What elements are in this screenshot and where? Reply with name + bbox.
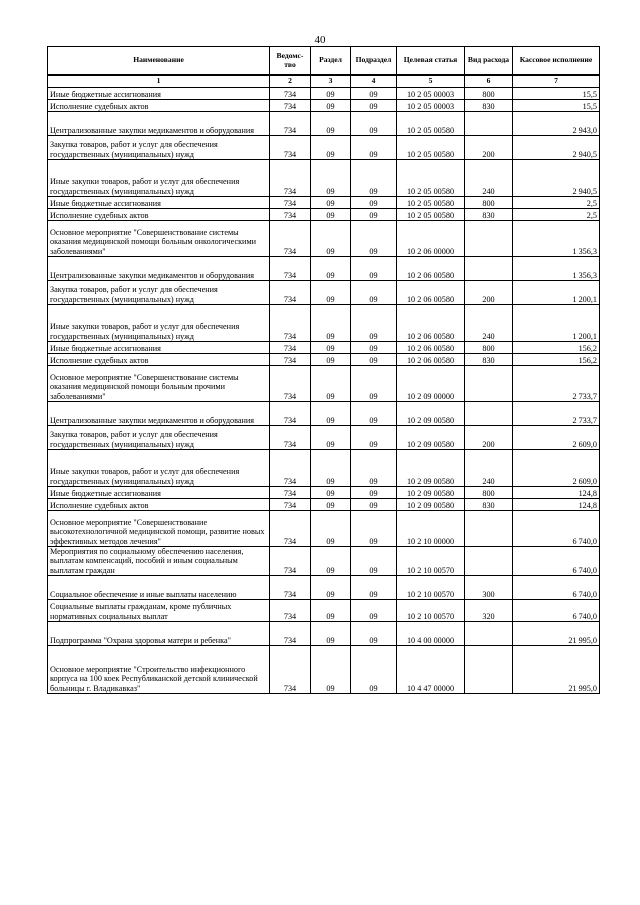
row-type-cell	[465, 402, 513, 426]
row-subsection-cell: 09	[351, 342, 397, 354]
row-dept-cell: 734	[270, 100, 311, 112]
row-target-cell: 10 2 09 00580	[397, 487, 465, 499]
row-amount-cell: 2,5	[513, 209, 600, 221]
row-name-cell: Закупка товаров, работ и услуг для обеспечения государственных (муниципальных) нужд	[48, 426, 270, 450]
row-dept-cell: 734	[270, 112, 311, 136]
row-subsection-cell: 09	[351, 209, 397, 221]
row-section-cell: 09	[311, 402, 351, 426]
row-subsection-cell: 09	[351, 646, 397, 694]
column-number-row	[48, 75, 600, 88]
row-section-cell: 09	[311, 622, 351, 646]
row-dept-cell: 734	[270, 88, 311, 100]
row-amount-cell: 6 740,0	[513, 511, 600, 547]
table-row	[48, 209, 600, 221]
table-row	[48, 197, 600, 209]
row-section-cell: 09	[311, 366, 351, 402]
table-row	[48, 487, 600, 499]
row-dept-cell: 734	[270, 160, 311, 197]
row-section-cell: 09	[311, 209, 351, 221]
row-section-cell: 09	[311, 136, 351, 160]
table-row	[48, 281, 600, 305]
row-target-cell: 10 2 05 00580	[397, 197, 465, 209]
row-subsection-cell: 09	[351, 450, 397, 487]
row-target-cell: 10 2 09 00580	[397, 426, 465, 450]
row-name-cell: Иные бюджетные ассигнования	[48, 342, 270, 354]
row-target-cell: 10 2 10 00570	[397, 547, 465, 576]
row-target-cell: 10 2 09 00000	[397, 366, 465, 402]
row-dept-cell: 734	[270, 547, 311, 576]
row-name-cell: Исполнение судебных актов	[48, 499, 270, 511]
row-type-cell: 200	[465, 426, 513, 450]
row-name-cell: Закупка товаров, работ и услуг для обеспечения государственных (муниципальных) нужд	[48, 136, 270, 160]
row-name-cell: Централизованные закупки медикаментов и оборудования	[48, 257, 270, 281]
table-row	[48, 112, 600, 136]
budget-execution-table	[47, 46, 600, 694]
row-amount-cell: 1 356,3	[513, 257, 600, 281]
row-section-cell: 09	[311, 197, 351, 209]
row-amount-cell: 1 200,1	[513, 305, 600, 342]
row-subsection-cell: 09	[351, 160, 397, 197]
row-target-cell: 10 2 05 00580	[397, 209, 465, 221]
column-header: Раздел	[311, 47, 351, 76]
row-section-cell: 09	[311, 600, 351, 622]
row-target-cell: 10 2 09 00580	[397, 499, 465, 511]
row-name-cell: Иные бюджетные ассигнования	[48, 197, 270, 209]
row-section-cell: 09	[311, 511, 351, 547]
row-dept-cell: 734	[270, 487, 311, 499]
row-type-cell	[465, 547, 513, 576]
row-name-cell: Мероприятия по социальному обеспечению населения, выплатам компенсаций, пособий и иным социальным выплатам граждан	[48, 547, 270, 576]
row-dept-cell: 734	[270, 622, 311, 646]
row-dept-cell: 734	[270, 600, 311, 622]
column-header: Подраздел	[351, 47, 397, 76]
row-target-cell: 10 2 10 00570	[397, 600, 465, 622]
table-row	[48, 160, 600, 197]
row-subsection-cell: 09	[351, 257, 397, 281]
row-type-cell	[465, 646, 513, 694]
row-name-cell: Иные бюджетные ассигнования	[48, 88, 270, 100]
row-target-cell: 10 2 10 00000	[397, 511, 465, 547]
row-type-cell: 830	[465, 354, 513, 366]
row-subsection-cell: 09	[351, 354, 397, 366]
row-dept-cell: 734	[270, 281, 311, 305]
row-name-cell: Основное мероприятие "Совершенствование высокотехнологичной медицинской помощи, развитие новых эффективных методов лечения"	[48, 511, 270, 547]
row-dept-cell: 734	[270, 136, 311, 160]
row-name-cell: Основное мероприятие "Совершенствование системы оказания медицинской помощи больным прочими заболеваниями"	[48, 366, 270, 402]
row-section-cell: 09	[311, 487, 351, 499]
row-type-cell: 300	[465, 576, 513, 600]
row-amount-cell: 2 940,5	[513, 160, 600, 197]
row-type-cell: 800	[465, 487, 513, 499]
column-header: Целевая статья	[397, 47, 465, 76]
row-name-cell: Централизованные закупки медикаментов и оборудования	[48, 402, 270, 426]
row-dept-cell: 734	[270, 354, 311, 366]
table-row	[48, 88, 600, 100]
row-target-cell: 10 2 05 00580	[397, 160, 465, 197]
row-name-cell: Основное мероприятие "Совершенствование системы оказания медицинской помощи больным онкологическими заболеваниями"	[48, 221, 270, 257]
row-subsection-cell: 09	[351, 499, 397, 511]
row-name-cell: Иные закупки товаров, работ и услуг для обеспечения государственных (муниципальных) нужд	[48, 305, 270, 342]
row-amount-cell: 2 609,0	[513, 450, 600, 487]
table-header-row	[48, 47, 600, 76]
row-name-cell: Централизованные закупки медикаментов и оборудования	[48, 112, 270, 136]
row-section-cell: 09	[311, 354, 351, 366]
row-section-cell: 09	[311, 450, 351, 487]
table-row	[48, 221, 600, 257]
row-name-cell: Социальное обеспечение и иные выплаты населению	[48, 576, 270, 600]
column-number: 3	[311, 75, 351, 88]
column-header: Ведомс-тво	[270, 47, 311, 76]
row-target-cell: 10 2 06 00580	[397, 257, 465, 281]
column-number: 1	[48, 75, 270, 88]
row-type-cell: 800	[465, 342, 513, 354]
row-amount-cell: 2 940,5	[513, 136, 600, 160]
row-amount-cell: 2 733,7	[513, 402, 600, 426]
column-number: 6	[465, 75, 513, 88]
row-name-cell: Исполнение судебных актов	[48, 354, 270, 366]
row-amount-cell: 2,5	[513, 197, 600, 209]
row-amount-cell: 2 733,7	[513, 366, 600, 402]
row-name-cell: Подпрограмма "Охрана здоровья матери и ребенка"	[48, 622, 270, 646]
row-section-cell: 09	[311, 221, 351, 257]
row-target-cell: 10 4 47 00000	[397, 646, 465, 694]
row-section-cell: 09	[311, 257, 351, 281]
row-type-cell: 830	[465, 209, 513, 221]
row-type-cell: 830	[465, 100, 513, 112]
page-number: 40	[314, 34, 326, 46]
row-subsection-cell: 09	[351, 136, 397, 160]
table-row	[48, 136, 600, 160]
row-target-cell: 10 4 00 00000	[397, 622, 465, 646]
row-dept-cell: 734	[270, 499, 311, 511]
table-row	[48, 257, 600, 281]
row-target-cell: 10 2 09 00580	[397, 450, 465, 487]
row-section-cell: 09	[311, 112, 351, 136]
table-row	[48, 646, 600, 694]
row-subsection-cell: 09	[351, 487, 397, 499]
row-subsection-cell: 09	[351, 426, 397, 450]
row-name-cell: Закупка товаров, работ и услуг для обеспечения государственных (муниципальных) нужд	[48, 281, 270, 305]
row-dept-cell: 734	[270, 342, 311, 354]
table-row	[48, 450, 600, 487]
row-name-cell: Иные бюджетные ассигнования	[48, 487, 270, 499]
row-section-cell: 09	[311, 576, 351, 600]
table-row	[48, 100, 600, 112]
row-section-cell: 09	[311, 100, 351, 112]
row-type-cell: 320	[465, 600, 513, 622]
row-subsection-cell: 09	[351, 576, 397, 600]
row-target-cell: 10 2 06 00580	[397, 281, 465, 305]
row-subsection-cell: 09	[351, 622, 397, 646]
row-amount-cell: 15,5	[513, 88, 600, 100]
row-section-cell: 09	[311, 646, 351, 694]
row-dept-cell: 734	[270, 450, 311, 487]
table-row	[48, 547, 600, 576]
row-dept-cell: 734	[270, 209, 311, 221]
row-name-cell: Основное мероприятие "Строительство инфекционного корпуса на 100 коек Республиканской детской клинической больницы г. Владикавказ"	[48, 646, 270, 694]
row-dept-cell: 734	[270, 305, 311, 342]
table-row	[48, 600, 600, 622]
row-amount-cell: 156,2	[513, 342, 600, 354]
row-type-cell: 830	[465, 499, 513, 511]
row-dept-cell: 734	[270, 426, 311, 450]
table-row	[48, 499, 600, 511]
row-name-cell: Исполнение судебных актов	[48, 209, 270, 221]
row-name-cell: Исполнение судебных актов	[48, 100, 270, 112]
row-subsection-cell: 09	[351, 366, 397, 402]
row-subsection-cell: 09	[351, 600, 397, 622]
table-row	[48, 305, 600, 342]
row-amount-cell: 2 943,0	[513, 112, 600, 136]
table-row	[48, 366, 600, 402]
row-type-cell: 200	[465, 281, 513, 305]
row-type-cell	[465, 366, 513, 402]
row-subsection-cell: 09	[351, 402, 397, 426]
row-name-cell: Социальные выплаты гражданам, кроме публичных нормативных социальных выплат	[48, 600, 270, 622]
row-target-cell: 10 2 06 00000	[397, 221, 465, 257]
column-header: Вид расхода	[465, 47, 513, 76]
table-body	[48, 88, 600, 694]
column-number: 7	[513, 75, 600, 88]
row-target-cell: 10 2 06 00580	[397, 305, 465, 342]
row-target-cell: 10 2 09 00580	[397, 402, 465, 426]
row-dept-cell: 734	[270, 576, 311, 600]
column-header: Кассовое исполнение	[513, 47, 600, 76]
row-subsection-cell: 09	[351, 197, 397, 209]
row-target-cell: 10 2 05 00580	[397, 136, 465, 160]
row-dept-cell: 734	[270, 257, 311, 281]
row-type-cell	[465, 622, 513, 646]
table-row	[48, 354, 600, 366]
row-type-cell	[465, 511, 513, 547]
table-row	[48, 511, 600, 547]
row-type-cell	[465, 112, 513, 136]
row-dept-cell: 734	[270, 221, 311, 257]
row-amount-cell: 21 995,0	[513, 622, 600, 646]
column-header: Наименование	[48, 47, 270, 76]
row-amount-cell: 156,2	[513, 354, 600, 366]
row-section-cell: 09	[311, 88, 351, 100]
row-dept-cell: 734	[270, 197, 311, 209]
row-target-cell: 10 2 05 00003	[397, 100, 465, 112]
row-name-cell: Иные закупки товаров, работ и услуг для обеспечения государственных (муниципальных) нужд	[48, 160, 270, 197]
row-subsection-cell: 09	[351, 221, 397, 257]
row-section-cell: 09	[311, 342, 351, 354]
row-type-cell	[465, 221, 513, 257]
row-name-cell: Иные закупки товаров, работ и услуг для обеспечения государственных (муниципальных) нужд	[48, 450, 270, 487]
row-subsection-cell: 09	[351, 88, 397, 100]
row-target-cell: 10 2 05 00580	[397, 112, 465, 136]
row-amount-cell: 6 740,0	[513, 600, 600, 622]
row-amount-cell: 1 356,3	[513, 221, 600, 257]
row-dept-cell: 734	[270, 402, 311, 426]
table-row	[48, 426, 600, 450]
row-type-cell: 240	[465, 305, 513, 342]
row-subsection-cell: 09	[351, 305, 397, 342]
column-number: 2	[270, 75, 311, 88]
row-amount-cell: 1 200,1	[513, 281, 600, 305]
row-section-cell: 09	[311, 160, 351, 197]
row-subsection-cell: 09	[351, 511, 397, 547]
row-dept-cell: 734	[270, 366, 311, 402]
row-section-cell: 09	[311, 305, 351, 342]
row-type-cell: 240	[465, 160, 513, 197]
row-amount-cell: 15,5	[513, 100, 600, 112]
row-amount-cell: 6 740,0	[513, 547, 600, 576]
row-type-cell: 200	[465, 136, 513, 160]
row-target-cell: 10 2 05 00003	[397, 88, 465, 100]
row-amount-cell: 124,8	[513, 487, 600, 499]
table-row	[48, 342, 600, 354]
row-subsection-cell: 09	[351, 547, 397, 576]
row-subsection-cell: 09	[351, 281, 397, 305]
row-amount-cell: 21 995,0	[513, 646, 600, 694]
row-section-cell: 09	[311, 426, 351, 450]
row-subsection-cell: 09	[351, 100, 397, 112]
row-subsection-cell: 09	[351, 112, 397, 136]
row-dept-cell: 734	[270, 646, 311, 694]
row-amount-cell: 124,8	[513, 499, 600, 511]
row-amount-cell: 2 609,0	[513, 426, 600, 450]
column-number: 4	[351, 75, 397, 88]
row-section-cell: 09	[311, 281, 351, 305]
row-target-cell: 10 2 10 00570	[397, 576, 465, 600]
row-type-cell	[465, 257, 513, 281]
table-row	[48, 622, 600, 646]
row-dept-cell: 734	[270, 511, 311, 547]
row-type-cell: 800	[465, 197, 513, 209]
row-section-cell: 09	[311, 547, 351, 576]
row-target-cell: 10 2 06 00580	[397, 354, 465, 366]
row-type-cell: 800	[465, 88, 513, 100]
row-amount-cell: 6 740,0	[513, 576, 600, 600]
table-row	[48, 576, 600, 600]
row-section-cell: 09	[311, 499, 351, 511]
table-row	[48, 402, 600, 426]
column-number: 5	[397, 75, 465, 88]
row-target-cell: 10 2 06 00580	[397, 342, 465, 354]
row-type-cell: 240	[465, 450, 513, 487]
